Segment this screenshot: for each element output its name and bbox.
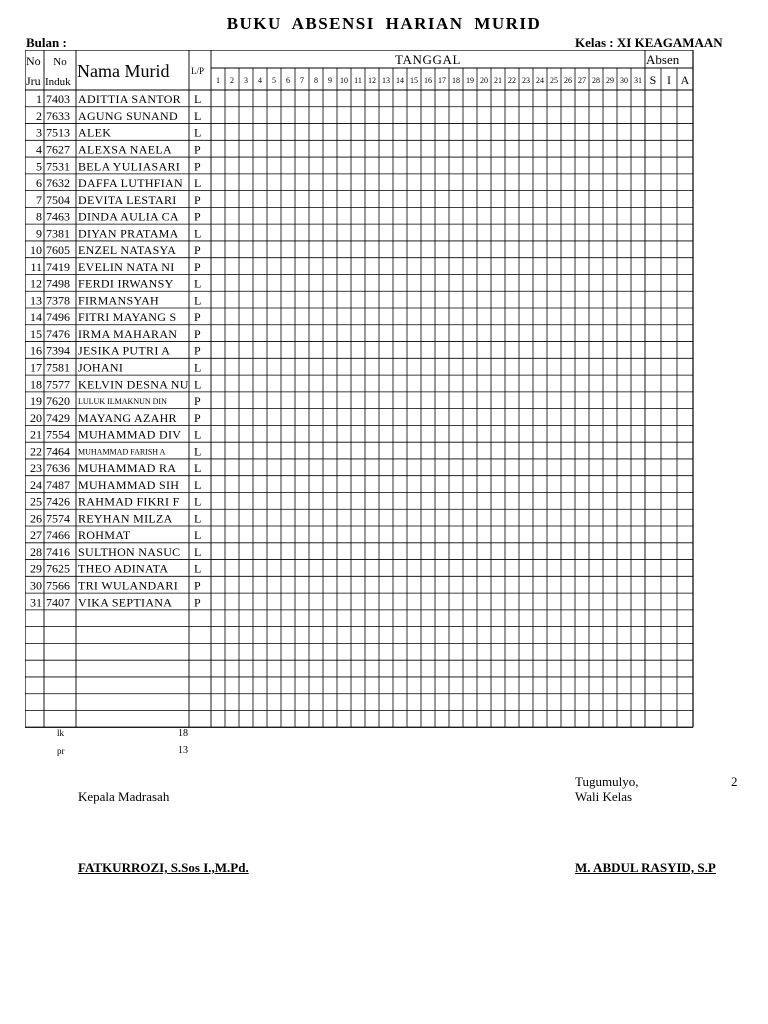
header-induk: Induk xyxy=(45,76,71,88)
row-induk: 7605 xyxy=(46,243,70,258)
header-day: 31 xyxy=(634,76,642,85)
row-lp: P xyxy=(194,326,201,341)
row-induk: 7378 xyxy=(46,293,70,308)
lk-label: lk xyxy=(57,728,65,738)
row-no: 13 xyxy=(30,293,42,308)
row-nama: FIRMANSYAH xyxy=(78,293,160,308)
row-lp: P xyxy=(194,259,201,274)
header-induk-no: No xyxy=(53,56,67,68)
row-lp: P xyxy=(194,578,201,593)
header-day: 10 xyxy=(340,76,348,85)
header-day: 11 xyxy=(354,76,362,85)
signature-year: 2 xyxy=(731,774,738,789)
row-no: 23 xyxy=(30,461,42,476)
row-lp: P xyxy=(194,394,201,409)
row-no: 29 xyxy=(30,561,42,576)
row-lp: L xyxy=(194,444,202,459)
header-day: 24 xyxy=(536,76,544,85)
header-day: 23 xyxy=(522,76,530,85)
header-day: 7 xyxy=(300,76,304,85)
header-day: 12 xyxy=(368,76,376,85)
row-nama: JESIKA PUTRI A xyxy=(78,343,171,358)
homeroom-teacher-title: Wali Kelas xyxy=(575,789,633,804)
row-no: 22 xyxy=(30,444,42,459)
row-lp: P xyxy=(194,243,201,258)
header-day: 20 xyxy=(480,76,488,85)
row-no: 12 xyxy=(30,276,42,291)
header-lp: L/P xyxy=(191,66,205,76)
header-day: 13 xyxy=(382,76,390,85)
row-induk: 7419 xyxy=(46,259,70,274)
row-induk: 7407 xyxy=(46,595,70,610)
document-title: BUKU ABSENSI HARIAN MURID xyxy=(226,14,542,33)
header-day: 8 xyxy=(314,76,318,85)
signature-place: Tugumulyo, xyxy=(575,774,639,789)
row-lp: L xyxy=(194,427,202,442)
row-nama: ALEK xyxy=(78,125,112,140)
row-lp: L xyxy=(194,511,202,526)
header-day: 6 xyxy=(286,76,290,85)
row-no: 24 xyxy=(30,477,42,492)
header-day: 22 xyxy=(508,76,516,85)
row-nama: MUHAMMAD RA xyxy=(78,461,177,476)
row-lp: L xyxy=(194,176,202,191)
header-absen: Absen xyxy=(646,52,680,67)
row-induk: 7496 xyxy=(46,310,70,325)
row-nama: VIKA SEPTIANA xyxy=(78,595,173,610)
row-induk: 7476 xyxy=(46,326,70,341)
row-no: 10 xyxy=(30,243,42,258)
header-day: 4 xyxy=(258,76,262,85)
row-induk: 7416 xyxy=(46,544,70,559)
header-no-jru: Jru xyxy=(26,74,41,88)
header-day: 14 xyxy=(396,76,404,85)
row-induk: 7394 xyxy=(46,343,70,358)
row-nama: EVELIN NATA NI xyxy=(78,259,175,274)
header-day: 1 xyxy=(216,76,220,85)
row-nama: ENZEL NATASYA xyxy=(78,243,177,258)
row-induk: 7577 xyxy=(46,377,70,392)
header-day: 9 xyxy=(328,76,332,85)
row-no: 20 xyxy=(30,410,42,425)
row-no: 4 xyxy=(36,142,42,157)
row-no: 16 xyxy=(30,343,42,358)
row-no: 19 xyxy=(30,394,42,409)
header-day: 5 xyxy=(272,76,276,85)
row-lp: P xyxy=(194,159,201,174)
row-nama: DINDA AULIA CA xyxy=(78,209,179,224)
row-induk: 7426 xyxy=(46,494,70,509)
row-lp: L xyxy=(194,108,202,123)
header-nama-murid: Nama Murid xyxy=(77,61,170,81)
row-no: 5 xyxy=(36,159,42,174)
row-no: 25 xyxy=(30,494,42,509)
header-day: 3 xyxy=(244,76,248,85)
row-no: 8 xyxy=(36,209,42,224)
row-no: 11 xyxy=(30,259,42,274)
row-lp: L xyxy=(194,92,202,107)
row-induk: 7463 xyxy=(46,209,70,224)
header-tanggal: TANGGAL xyxy=(395,52,461,67)
header-day: 29 xyxy=(606,76,614,85)
row-nama: MUHAMMAD SIH xyxy=(78,477,180,492)
row-nama: IRMA MAHARAN xyxy=(78,326,178,341)
row-induk: 7581 xyxy=(46,360,70,375)
row-lp: L xyxy=(194,125,202,140)
row-no: 15 xyxy=(30,326,42,341)
row-no: 28 xyxy=(30,544,42,559)
row-nama: BELA YULIASARI xyxy=(78,159,181,174)
row-lp: L xyxy=(194,477,202,492)
row-no: 7 xyxy=(36,192,42,207)
row-lp: L xyxy=(194,377,202,392)
row-induk: 7627 xyxy=(46,142,70,157)
row-induk: 7531 xyxy=(46,159,70,174)
row-no: 14 xyxy=(30,310,42,325)
row-no: 9 xyxy=(36,226,42,241)
row-lp: P xyxy=(194,310,201,325)
row-nama: KELVIN DESNA NU xyxy=(78,377,189,392)
row-no: 30 xyxy=(30,578,42,593)
row-induk: 7498 xyxy=(46,276,70,291)
row-lp: L xyxy=(194,461,202,476)
row-nama: FITRI MAYANG S xyxy=(78,310,177,325)
attendance-grid xyxy=(25,50,734,728)
row-lp: P xyxy=(194,192,201,207)
row-induk: 7513 xyxy=(46,125,70,140)
row-lp: L xyxy=(194,494,202,509)
row-no: 31 xyxy=(30,595,42,610)
row-nama: ALEXSA NAELA xyxy=(78,142,172,157)
row-no: 26 xyxy=(30,511,42,526)
pr-label: pr xyxy=(57,746,65,756)
row-induk: 7429 xyxy=(46,410,70,425)
header-day: 30 xyxy=(620,76,628,85)
row-nama: MUHAMMAD DIV xyxy=(78,427,182,442)
row-induk: 7574 xyxy=(46,511,70,526)
row-nama: FERDI IRWANSY xyxy=(78,276,174,291)
header-absen-col: I xyxy=(667,73,671,87)
row-induk: 7466 xyxy=(46,528,70,543)
row-no: 3 xyxy=(36,125,42,140)
row-lp: L xyxy=(194,544,202,559)
row-no: 21 xyxy=(30,427,42,442)
row-nama: TRI WULANDARI xyxy=(78,578,178,593)
row-nama: JOHANI xyxy=(78,360,124,375)
row-nama: MAYANG AZAHR xyxy=(78,410,177,425)
row-lp: L xyxy=(194,360,202,375)
row-no: 2 xyxy=(36,108,42,123)
header-absen-col: S xyxy=(649,73,657,87)
header-day: 25 xyxy=(550,76,558,85)
headmaster-title: Kepala Madrasah xyxy=(78,789,170,804)
row-nama: DEVITA LESTARI xyxy=(78,192,177,207)
row-no: 18 xyxy=(30,377,42,392)
header-day: 16 xyxy=(424,76,432,85)
row-nama: REYHAN MILZA xyxy=(78,511,173,526)
row-nama: ROHMAT xyxy=(78,528,131,543)
row-nama: THEO ADINATA xyxy=(78,561,169,576)
row-no: 1 xyxy=(36,92,42,107)
header-day: 28 xyxy=(592,76,600,85)
row-lp: P xyxy=(194,209,201,224)
row-lp: P xyxy=(194,410,201,425)
row-nama: RAHMAD FIKRI F xyxy=(78,494,180,509)
header-day: 19 xyxy=(466,76,474,85)
row-induk: 7464 xyxy=(46,444,70,459)
row-lp: L xyxy=(194,561,202,576)
row-nama: DAFFA LUTHFIAN xyxy=(78,176,183,191)
lk-count: 18 xyxy=(178,728,188,739)
bulan-label: Bulan : xyxy=(26,35,67,50)
row-nama: SULTHON NASUC xyxy=(78,544,181,559)
row-no: 6 xyxy=(36,176,42,191)
headmaster-name: FATKURROZI, S.Sos I.,M.Pd. xyxy=(78,860,249,875)
row-nama: ADITTIA SANTOR xyxy=(78,92,181,107)
row-lp: P xyxy=(194,595,201,610)
header-day: 27 xyxy=(578,76,586,85)
row-induk: 7487 xyxy=(46,477,70,492)
row-no: 17 xyxy=(30,360,42,375)
row-induk: 7632 xyxy=(46,176,70,191)
row-nama: DIYAN PRATAMA xyxy=(78,226,179,241)
row-induk: 7381 xyxy=(46,226,70,241)
pr-count: 13 xyxy=(178,745,188,756)
row-induk: 7504 xyxy=(46,192,70,207)
row-lp: P xyxy=(194,343,201,358)
row-lp: L xyxy=(194,276,202,291)
header-day: 26 xyxy=(564,76,572,85)
row-no: 27 xyxy=(30,528,42,543)
row-lp: L xyxy=(194,293,202,308)
homeroom-teacher-name: M. ABDUL RASYID, S.P xyxy=(575,860,716,875)
header-day: 2 xyxy=(230,76,234,85)
header-day: 17 xyxy=(438,76,446,85)
row-nama: AGUNG SUNAND xyxy=(78,108,178,123)
header-day: 15 xyxy=(410,76,418,85)
attendance-table xyxy=(25,50,734,728)
row-nama: LULUK ILMAKNUN DIN xyxy=(78,397,167,407)
kelas-label: Kelas : XI KEAGAMAAN xyxy=(575,35,723,50)
row-lp: L xyxy=(194,528,202,543)
header-day: 18 xyxy=(452,76,460,85)
row-induk: 7566 xyxy=(46,578,70,593)
header-no: No xyxy=(26,54,41,68)
row-induk: 7633 xyxy=(46,108,70,123)
row-lp: P xyxy=(194,142,201,157)
row-nama: MUHAMMAD FARISH A xyxy=(78,447,166,457)
row-lp: L xyxy=(194,226,202,241)
row-induk: 7636 xyxy=(46,461,70,476)
row-induk: 7403 xyxy=(46,92,70,107)
header-day: 21 xyxy=(494,76,502,85)
row-induk: 7625 xyxy=(46,561,70,576)
header-absen-col: A xyxy=(680,73,690,87)
row-induk: 7620 xyxy=(46,394,70,409)
row-induk: 7554 xyxy=(46,427,70,442)
